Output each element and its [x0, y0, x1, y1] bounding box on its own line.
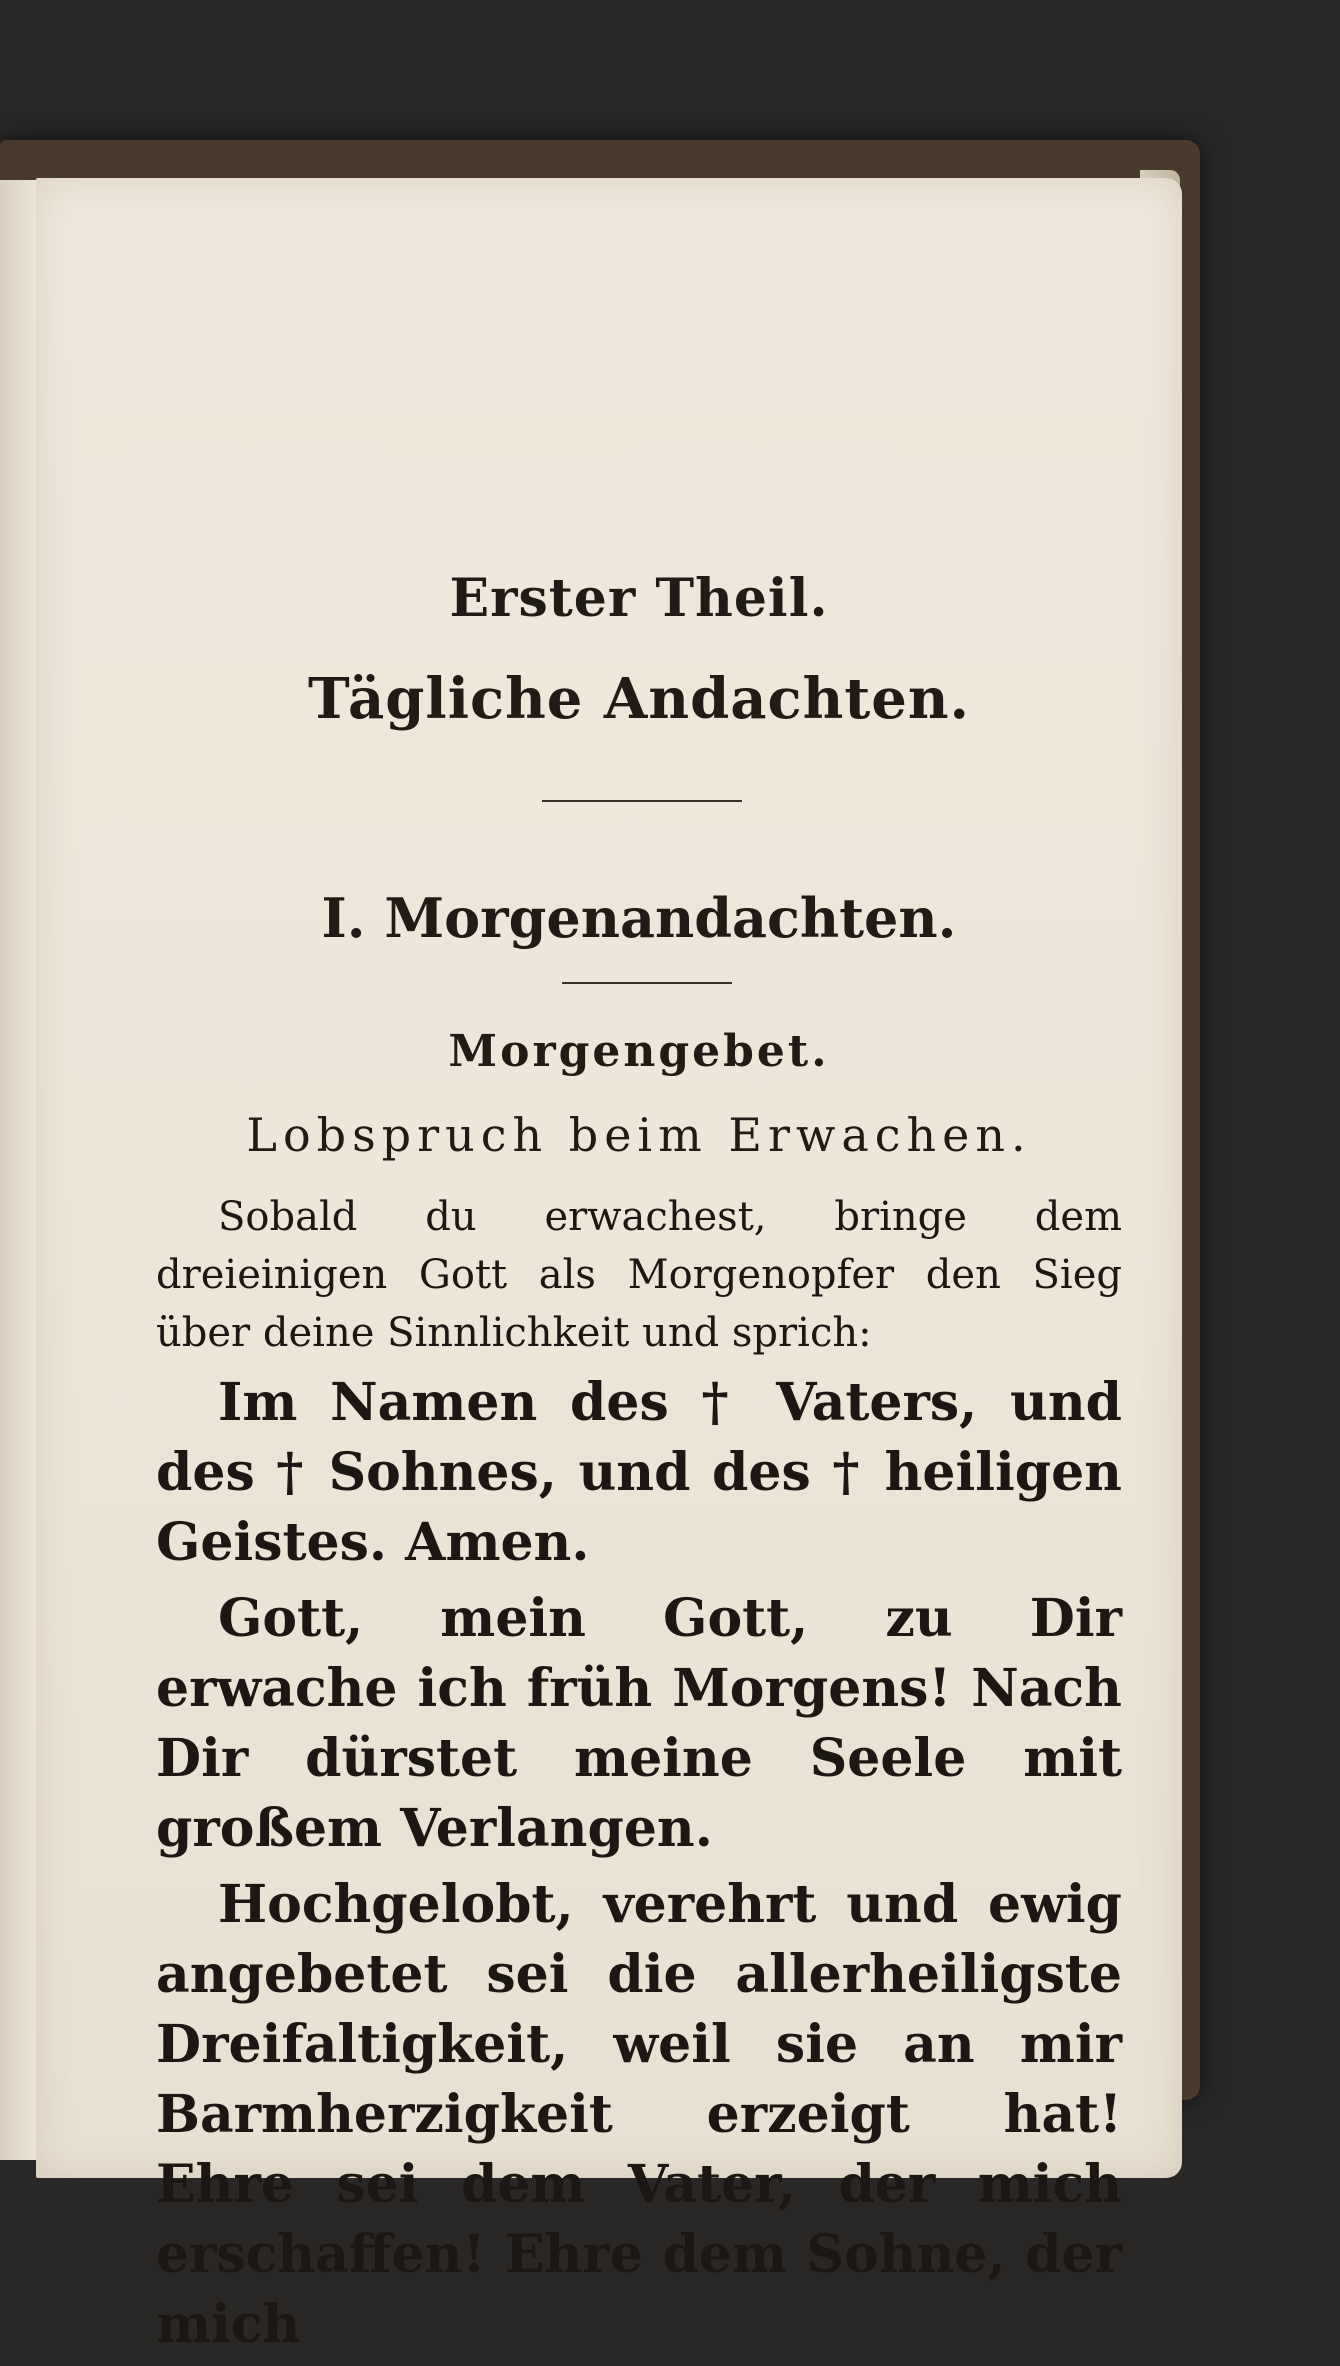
instruction-paragraph: Sobald du erwachest, bringe dem dreieinigen Gott als Morgenopfer den Sieg über deine Sinnlichkeit und sprich:	[156, 1194, 1122, 1356]
facing-page-edge	[0, 180, 38, 2160]
chapter-title: I. Morgenandachten.	[321, 886, 957, 950]
divider-rule	[562, 982, 732, 984]
book-page	[36, 178, 1182, 2355]
prayer-title: Morgengebet.	[448, 1026, 830, 1077]
part-title: Erster Theil.	[449, 568, 829, 629]
prayer-paragraph: Hochgelobt, verehrt und ewig angebetet sei die allerheiligste Dreifaltigkeit, weil sie an mir Barmherzigkeit erzeigt hat! Ehre sei dem Vater, der mich erschaffen! Ehre dem Sohne, der mich	[156, 1874, 1122, 2355]
instruction-text	[156, 1188, 1122, 1362]
prayer-subtitle: Lobspruch beim Erwachen.	[246, 1108, 1032, 1162]
section-title: Tägliche Andachten.	[307, 666, 971, 732]
prayer-paragraph: Im Namen des † Vaters, und des † Sohnes, und des † heiligen Geistes. Amen.	[156, 1372, 1122, 1573]
prayer-text	[156, 1368, 1122, 2366]
divider-rule	[542, 800, 742, 802]
prayer-paragraph: Gott, mein Gott, zu Dir erwache ich früh Morgens! Nach Dir dürstet meine Seele mit großem Verlangen.	[156, 1588, 1122, 1859]
